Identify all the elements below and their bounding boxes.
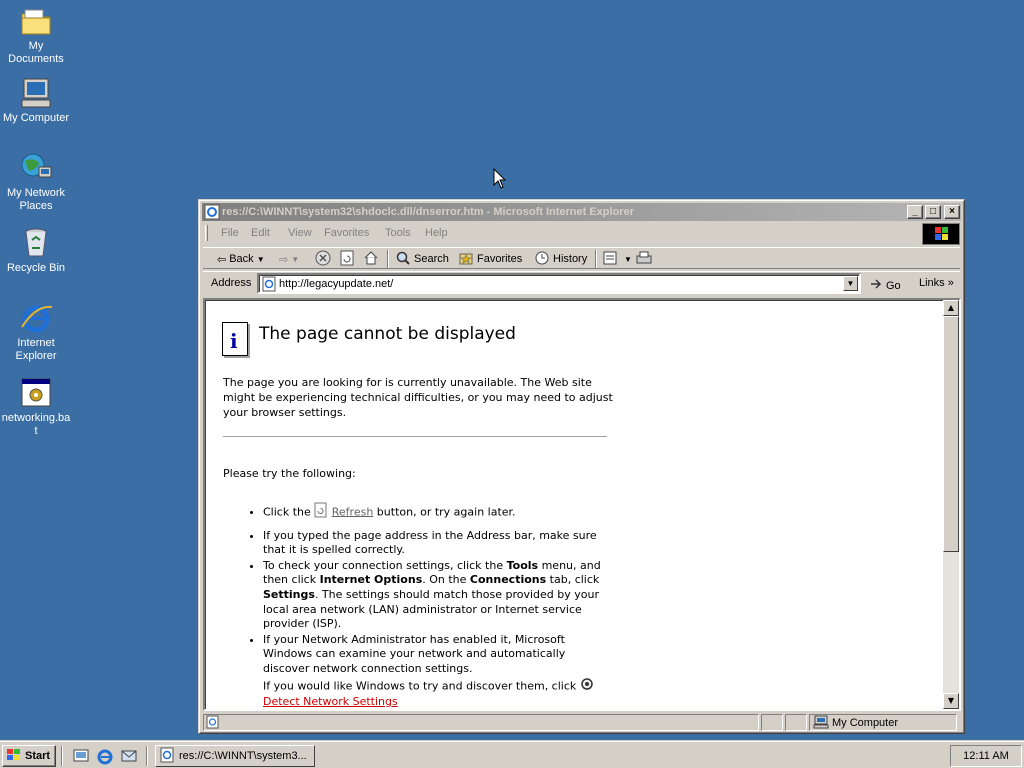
start-button[interactable]: Start bbox=[2, 745, 56, 767]
address-value: http://legacyupdate.net/ bbox=[279, 278, 394, 290]
status-text-panel bbox=[203, 714, 759, 731]
desktop-icon-label: Recycle Bin bbox=[6, 262, 66, 274]
info-icon: i bbox=[222, 322, 248, 356]
ie-page-icon bbox=[159, 747, 175, 766]
desktop-icon-networking-bat[interactable] bbox=[0, 376, 72, 438]
desktop-icon-recycle-bin[interactable] bbox=[0, 226, 72, 275]
status-panel bbox=[761, 714, 783, 731]
vertical-scrollbar[interactable] bbox=[943, 300, 959, 709]
forward-arrow-icon: ⇨ bbox=[279, 253, 289, 266]
chevron-down-icon: ▼ bbox=[624, 254, 632, 264]
standard-toolbar bbox=[203, 247, 960, 269]
intro-text: The page you are looking for is currently unavailable. The Web site might be experiencing technical difficulties, or you may need to adjust your browser settings. bbox=[223, 376, 613, 419]
links-button[interactable]: Links » bbox=[919, 277, 954, 289]
status-panel bbox=[785, 714, 807, 731]
zone-panel bbox=[809, 714, 957, 731]
menu-favorites[interactable]: Favorites bbox=[324, 227, 370, 239]
minimize-button[interactable]: _ bbox=[907, 205, 923, 219]
home-icon bbox=[363, 250, 379, 269]
windows-logo-icon bbox=[922, 223, 960, 245]
desktop-icon-label: My Documents bbox=[8, 40, 64, 65]
desktop-icon-label: Internet Explorer bbox=[15, 337, 57, 362]
desktop-icon-my-network-places[interactable] bbox=[0, 151, 72, 213]
mail-button[interactable] bbox=[603, 250, 632, 268]
refresh-icon bbox=[339, 250, 355, 269]
menu-file[interactable]: File bbox=[221, 227, 239, 239]
window-title: res://C:\WINNT\system32\shdoclc.dll/dnserror.htm - Microsoft Internet Explorer bbox=[222, 206, 634, 218]
page-content bbox=[203, 298, 961, 711]
try-heading: Please try the following: bbox=[223, 467, 356, 480]
desktop-icon-label: My Network Places bbox=[6, 187, 66, 212]
network-icon bbox=[19, 151, 53, 185]
favorites-icon bbox=[458, 250, 474, 269]
search-icon bbox=[395, 250, 411, 269]
print-button[interactable] bbox=[635, 250, 653, 268]
address-bar bbox=[203, 271, 960, 295]
browser-window bbox=[198, 199, 965, 734]
back-button[interactable]: ⇦ Back ▼ bbox=[217, 253, 265, 266]
scroll-down-button[interactable]: ▼ bbox=[943, 693, 959, 709]
folder-icon bbox=[19, 4, 53, 38]
taskbar-item-ie[interactable]: res://C:\WINNT\system3... bbox=[155, 745, 315, 767]
computer-icon bbox=[19, 76, 53, 110]
list-item: • Click the Refresh button, or try again later. bbox=[263, 502, 615, 523]
maximize-button[interactable]: □ bbox=[925, 205, 941, 219]
zone-label: My Computer bbox=[832, 717, 899, 729]
refresh-link[interactable]: Refresh bbox=[331, 505, 374, 519]
ie-page-icon bbox=[204, 204, 220, 220]
history-button[interactable]: History bbox=[534, 250, 587, 268]
close-button[interactable]: × bbox=[944, 205, 960, 219]
recycle-bin-icon bbox=[19, 226, 53, 260]
address-label: Address bbox=[211, 277, 252, 289]
chevron-down-icon: ▼ bbox=[291, 254, 300, 264]
tips-list bbox=[245, 502, 615, 711]
detect-network-settings-link[interactable]: Detect Network Settings bbox=[263, 695, 398, 709]
desktop-icon-my-documents[interactable] bbox=[0, 4, 72, 66]
internet-explorer-icon[interactable] bbox=[96, 747, 114, 765]
printer-icon bbox=[635, 250, 653, 269]
page-icon bbox=[261, 276, 277, 295]
history-icon bbox=[534, 250, 550, 269]
home-button[interactable] bbox=[363, 250, 379, 268]
list-item: • If your Network Administrator has enabled it, Microsoft Windows can examine your network and automatically discover network connection settings. If you would like Windows to try and discover them, click Detect Network Settings bbox=[263, 633, 615, 710]
desktop-icon-label: networking.bat bbox=[1, 412, 71, 437]
stop-icon bbox=[315, 250, 331, 269]
scroll-thumb[interactable] bbox=[943, 316, 959, 552]
outlook-express-icon[interactable] bbox=[120, 747, 138, 765]
menu-tools[interactable]: Tools bbox=[385, 227, 411, 239]
page-title: The page cannot be displayed bbox=[259, 324, 516, 344]
divider bbox=[223, 436, 607, 438]
desktop-icon-label: My Computer bbox=[2, 112, 70, 124]
refresh-button[interactable] bbox=[339, 250, 355, 268]
detect-network-icon bbox=[580, 677, 596, 696]
refresh-icon bbox=[314, 502, 328, 523]
page-status-icon bbox=[206, 715, 220, 732]
toolbar-grip[interactable] bbox=[205, 225, 208, 241]
menu-edit[interactable]: Edit bbox=[251, 227, 270, 239]
forward-button[interactable] bbox=[279, 250, 299, 268]
address-dropdown-button[interactable]: ▼ bbox=[843, 276, 858, 291]
chevron-down-icon: ▼ bbox=[256, 254, 265, 264]
batch-file-icon bbox=[19, 376, 53, 410]
desktop-icon-my-computer[interactable] bbox=[0, 76, 72, 125]
stop-button[interactable] bbox=[315, 250, 331, 268]
my-computer-icon bbox=[813, 715, 829, 732]
scroll-up-button[interactable]: ▲ bbox=[943, 300, 959, 316]
show-desktop-icon[interactable] bbox=[72, 747, 90, 765]
go-button[interactable]: Go bbox=[869, 277, 901, 294]
back-arrow-icon: ⇦ bbox=[217, 253, 227, 266]
menu-view[interactable]: View bbox=[288, 227, 312, 239]
windows-flag-icon bbox=[6, 748, 22, 765]
title-bar[interactable] bbox=[202, 203, 961, 221]
status-bar bbox=[203, 713, 960, 731]
menu-bar bbox=[203, 223, 960, 243]
mail-icon bbox=[603, 250, 621, 269]
clock[interactable]: 12:11 AM bbox=[950, 745, 1022, 767]
mouse-cursor-icon bbox=[493, 168, 507, 193]
search-button[interactable]: Search bbox=[395, 250, 449, 268]
list-item: • To check your connection settings, click the Tools menu, and then click Internet Options. On the Connections tab, click Settings. The settings should match those provided by your local area network (LAN) administrator or Internet service provider (ISP). bbox=[263, 559, 615, 632]
menu-help[interactable]: Help bbox=[425, 227, 448, 239]
taskbar bbox=[0, 740, 1024, 768]
list-item: • If you typed the page address in the Address bar, make sure that it is spelled correctly. bbox=[263, 529, 615, 558]
go-arrow-icon bbox=[869, 277, 883, 294]
address-input[interactable] bbox=[257, 273, 861, 294]
favorites-button[interactable]: Favorites bbox=[458, 250, 522, 268]
desktop-icon-internet-explorer[interactable] bbox=[0, 301, 72, 363]
internet-explorer-icon bbox=[19, 301, 53, 335]
